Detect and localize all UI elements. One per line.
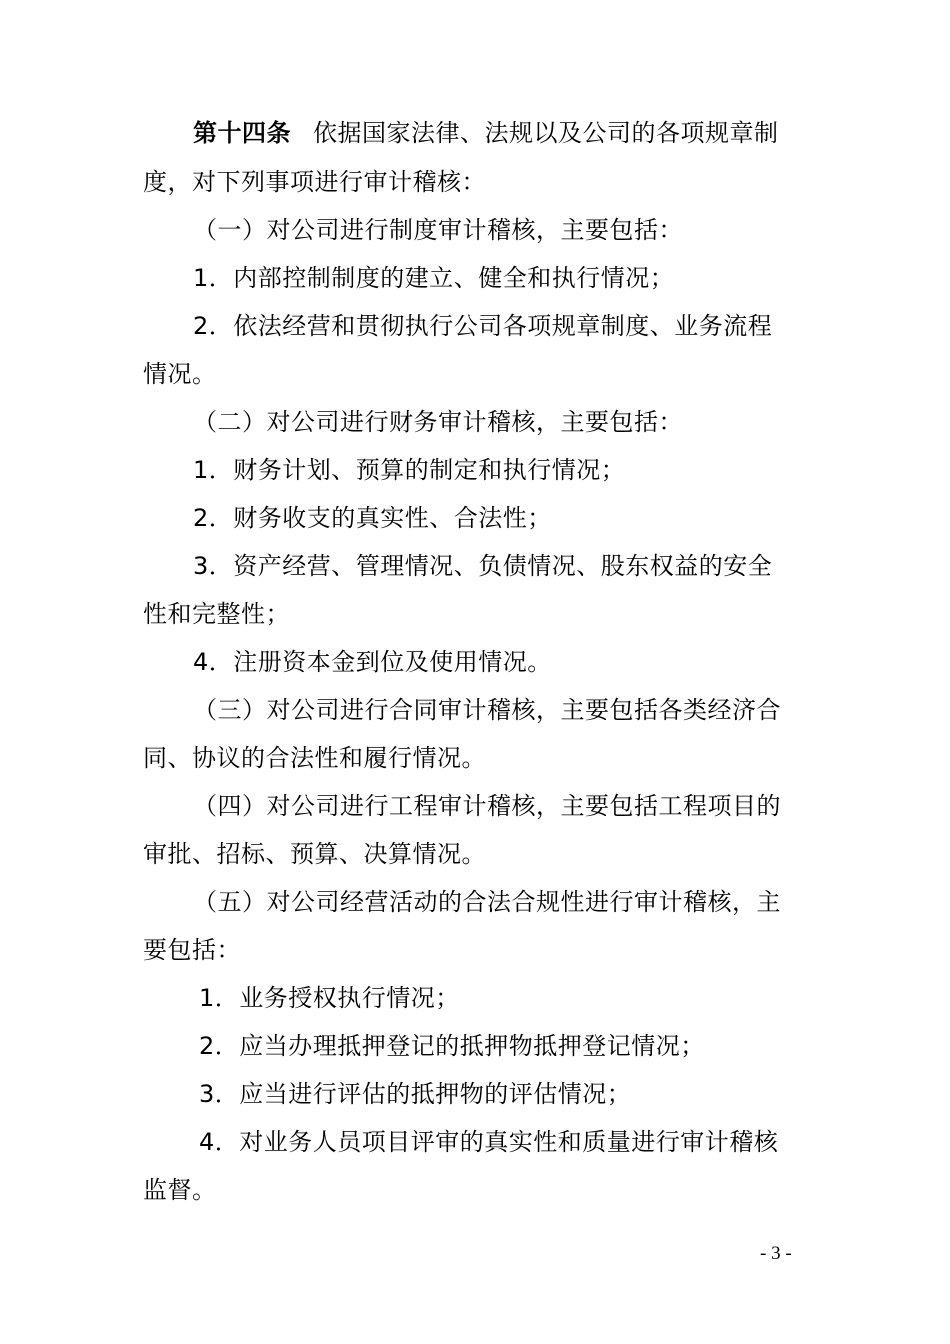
section-5-item-4: 4．对业务人员项目评审的真实性和质量进行审计稽核 — [199, 1128, 779, 1156]
section-5-item-1: 1．业务授权执行情况； — [199, 984, 460, 1012]
page-number: - 3 - — [760, 1243, 792, 1264]
section-5-title-line2: 要包括： — [143, 936, 241, 964]
section-1-item-2-cont: 情况。 — [143, 360, 217, 388]
section-2-item-1: 1．财务计划、预算的制定和执行情况； — [193, 456, 626, 484]
section-3-title-line1: （三）对公司进行合同审计稽核，主要包括各类经济合 — [193, 696, 781, 724]
section-2-item-2: 2．财务收支的真实性、合法性； — [193, 504, 552, 532]
section-2-item-4: 4．注册资本金到位及使用情况。 — [193, 648, 552, 676]
section-4-title-line1: （四）对公司进行工程审计稽核，主要包括工程项目的 — [193, 792, 781, 820]
section-5-item-4-cont: 监督。 — [143, 1176, 217, 1204]
section-3-title-line2: 同、协议的合法性和履行情况。 — [143, 744, 486, 772]
section-5-item-3: 3．应当进行评估的抵押物的评估情况； — [199, 1080, 632, 1108]
article-intro-line2: 度，对下列事项进行审计稽核： — [143, 168, 486, 196]
section-5-title-line1: （五）对公司经营活动的合法合规性进行审计稽核，主 — [193, 888, 781, 916]
section-2-item-3: 3．资产经营、管理情况、负债情况、股东权益的安全 — [193, 552, 773, 580]
section-1-title: （一）对公司进行制度审计稽核，主要包括： — [193, 216, 683, 244]
section-2-title: （二）对公司进行财务审计稽核，主要包括： — [193, 408, 683, 436]
article-heading: 第十四条 — [193, 119, 291, 147]
section-1-item-1: 1．内部控制制度的建立、健全和执行情况； — [193, 264, 675, 292]
section-1-item-2: 2．依法经营和贯彻执行公司各项规章制度、业务流程 — [193, 312, 773, 340]
section-2-item-3-cont: 性和完整性； — [143, 600, 290, 628]
section-5-item-2: 2．应当办理抵押登记的抵押物抵押登记情况； — [199, 1032, 705, 1060]
article-intro-line1: 依据国家法律、法规以及公司的各项规章制 — [313, 119, 779, 147]
section-4-title-line2: 审批、招标、预算、决算情况。 — [143, 840, 486, 868]
